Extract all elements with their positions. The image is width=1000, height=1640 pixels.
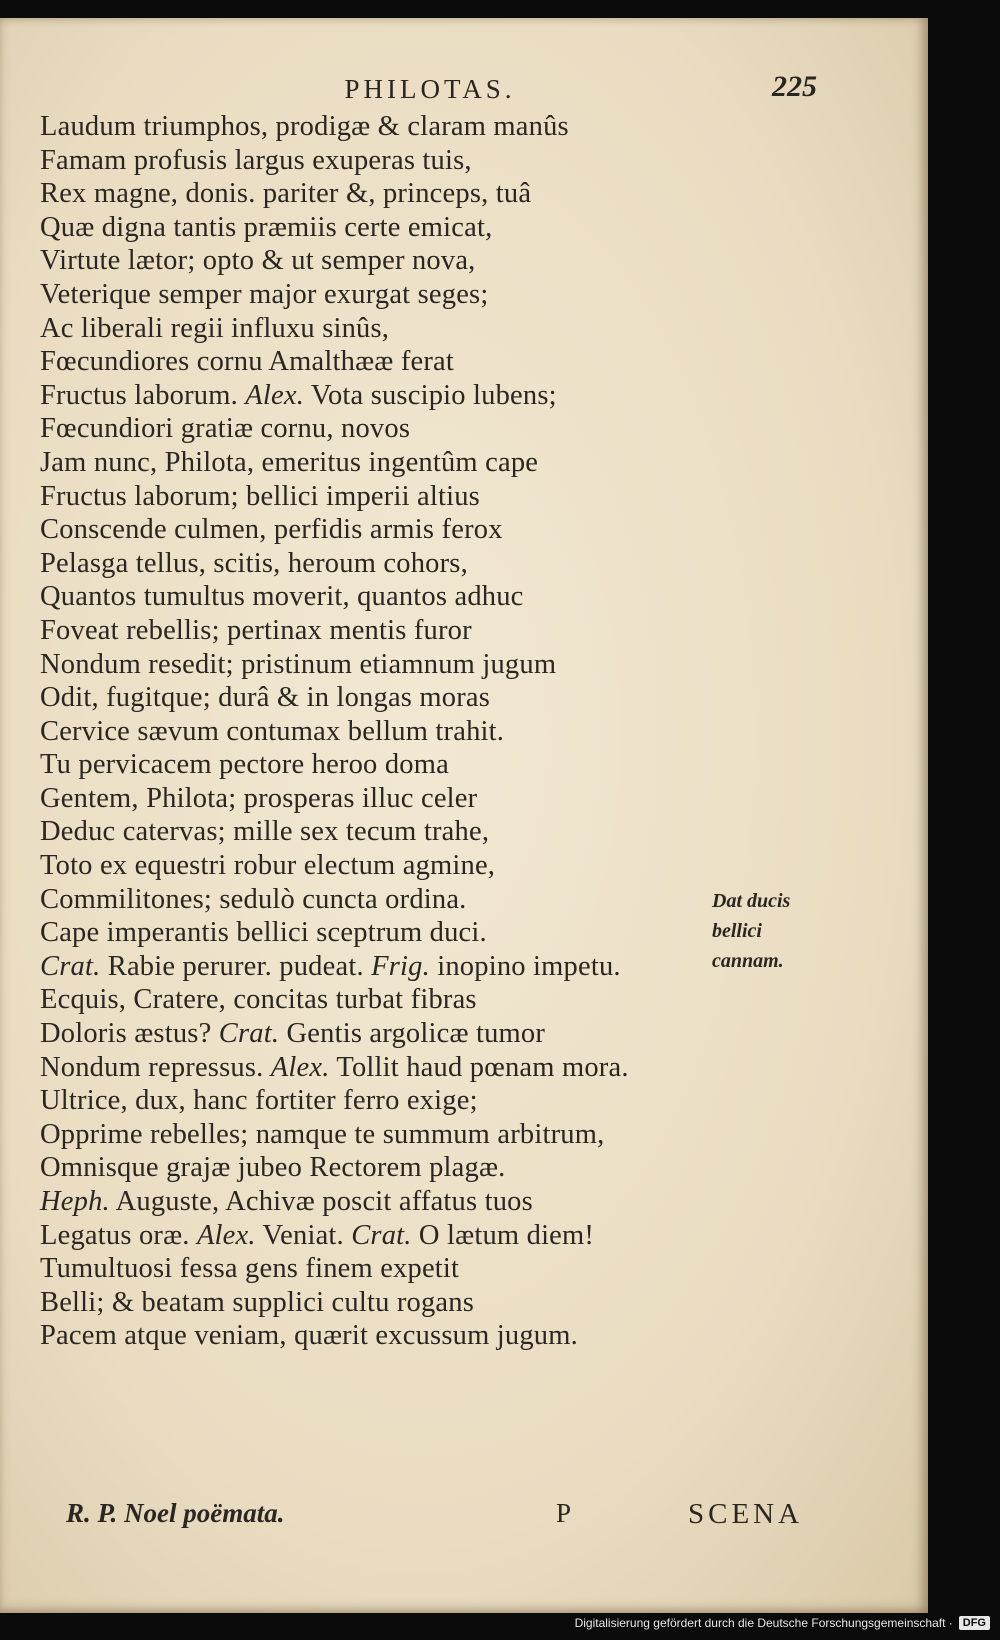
speaker-name: Crat. <box>351 1219 412 1251</box>
verse-line: Cape imperantis bellici sceptrum duci. <box>40 917 487 949</box>
verse-line: Conscende culmen, perfidis armis ferox <box>40 514 503 546</box>
verse-line: Opprime rebelles; namque te summum arbitrum, <box>40 1118 605 1150</box>
verse-text: Nondum repressus. <box>40 1051 271 1083</box>
page-number: 225 <box>772 70 817 103</box>
marginal-note-line: cannam. <box>712 950 784 972</box>
verse-text: Vota suscipio lubens; <box>304 379 557 411</box>
verse-text: Veniat. <box>255 1219 352 1251</box>
verse-text: Tollit haud pœnam mora. <box>329 1051 629 1083</box>
verse-line <box>40 1219 760 1253</box>
verse-line <box>40 379 760 413</box>
signature-mark: P <box>556 1498 572 1528</box>
verse-line: Odit, fugitque; durâ & in longas moras <box>40 682 491 714</box>
speaker-name: Crat. <box>218 1018 280 1050</box>
verse-line: Quæ digna tantis præmiis certe emicat, <box>40 211 493 243</box>
verse-line: Nondum resedit; pristinum etiamnum jugum <box>40 648 557 680</box>
verse-line: Tu pervicacem pectore heroo doma <box>40 749 449 781</box>
catchword: SCENA <box>688 1498 804 1530</box>
page-footer <box>0 1498 928 1538</box>
running-head: PHILOTAS. <box>344 74 516 104</box>
verse-line: Jam nunc, Philota, emeritus ingentûm cape <box>40 446 539 478</box>
verse-block <box>40 110 760 1353</box>
verse-line: Veterique semper major exurgat seges; <box>40 278 489 310</box>
speaker-name: Heph. <box>40 1186 110 1217</box>
verse-line: Ultrice, dux, hanc fortiter ferro exige; <box>40 1085 478 1117</box>
verse-line: Tumultuosi fessa gens finem expetit <box>40 1253 460 1285</box>
verse-text: Legatus oræ. <box>40 1219 197 1251</box>
verse-line: Deduc catervas; mille sex tecum trahe, <box>40 816 490 848</box>
verse-line: Ecquis, Cratere, concitas turbat fibras <box>40 984 477 1016</box>
verse-line: Quantos tumultus moverit, quantos adhuc <box>40 581 524 613</box>
verse-line: Pacem atque veniam, quærit excussum jugum. <box>40 1320 578 1352</box>
speaker-name: Crat. <box>40 950 101 982</box>
verse-text: Doloris æstus? <box>40 1018 219 1050</box>
digitization-credit <box>575 1614 990 1632</box>
dfg-logo: DFG <box>959 1616 990 1630</box>
verse-line: Foveat rebellis; pertinax mentis furor <box>40 614 472 646</box>
verse-line: Fœcundiori gratiæ cornu, novos <box>40 413 411 445</box>
verse-line <box>40 1051 760 1085</box>
verse-line: Laudum triumphos, prodigæ & claram manûs <box>40 111 569 142</box>
credit-text: Digitalisierung gefördert durch die Deutsche Forschungsgemeinschaft · <box>574 1616 953 1630</box>
verse-line: Pelasga tellus, scitis, heroum cohors, <box>40 547 468 579</box>
speaker-name: Alex. <box>196 1219 256 1251</box>
verse-line: Fœcundiores cornu Amalthææ ferat <box>40 346 455 378</box>
verse-line: Ac liberali regii influxu sinûs, <box>40 312 390 344</box>
verse-line: Cervice sævum contumax bellum trahit. <box>40 715 505 747</box>
verse-text: Rabie perurer. pudeat. <box>100 950 372 982</box>
verse-line <box>40 1017 760 1051</box>
verse-text: Fructus laborum. <box>40 379 246 411</box>
verse-text: O lætum diem! <box>411 1219 595 1251</box>
book-page <box>0 18 928 1613</box>
marginal-note-line: Dat ducis <box>712 890 791 912</box>
verse-line: Famam profusis largus exuperas tuis, <box>40 144 472 176</box>
marginal-note <box>712 886 842 976</box>
verse-line: Toto ex equestri robur electum agmine, <box>40 850 496 882</box>
verse-text: Auguste, Achivæ poscit affatus tuos <box>109 1186 533 1217</box>
verse-line: Commilitones; sedulò cuncta ordina. <box>40 883 467 915</box>
verse-line: Gentem, Philota; prosperas illuc celer <box>40 782 478 814</box>
verse-line: Omnisque grajæ jubeo Rectorem plagæ. <box>40 1152 506 1184</box>
verse-line: Virtute lætor; opto & ut semper nova, <box>40 245 476 277</box>
marginal-note-line: bellici <box>712 920 762 942</box>
verse-line <box>40 1185 760 1219</box>
verse-text: inopino impetu. <box>429 950 621 982</box>
speaker-name: Alex. <box>270 1051 330 1083</box>
verse-line: Fructus laborum; bellici imperii altius <box>40 480 480 512</box>
verse-line <box>40 950 760 984</box>
speaker-name: Frig. <box>371 950 430 982</box>
verse-line: Rex magne, donis. pariter &, princeps, tuâ <box>40 178 532 210</box>
verse-text: Gentis argolicæ tumor <box>279 1018 546 1050</box>
verse-line: Belli; & beatam supplici cultu rogans <box>40 1286 475 1318</box>
speaker-name: Alex. <box>245 379 305 411</box>
signature-note: R. P. Noel poëmata. <box>66 1498 285 1528</box>
